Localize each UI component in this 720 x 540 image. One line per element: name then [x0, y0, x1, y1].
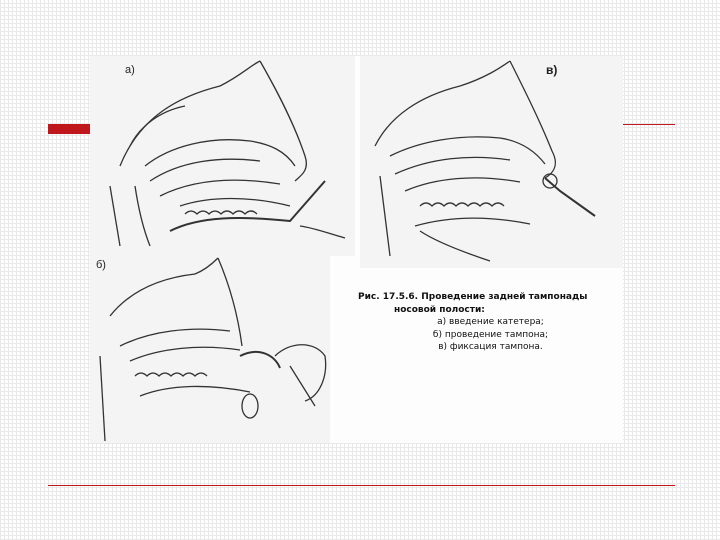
- panel-b-label: б): [96, 259, 106, 271]
- caption-subtitle: носовой полости:: [394, 304, 485, 315]
- panel-a-label: а): [125, 64, 135, 76]
- caption-item-a: а) введение катетера;: [437, 317, 544, 327]
- panel-b-illustration: [90, 256, 330, 443]
- caption-item-v: в) фиксация тампона.: [438, 342, 543, 352]
- panel-v-label: в): [546, 63, 558, 77]
- figure-drawing: [90, 56, 623, 443]
- panel-v-illustration: [360, 56, 623, 268]
- caption-title: Рис. 17.5.6. Проведение задней тампонады: [358, 292, 588, 302]
- caption-item-b: б) проведение тампона;: [432, 329, 549, 340]
- figure-caption: [358, 291, 623, 354]
- slide-accent-bar: [48, 124, 92, 134]
- medical-figure: [90, 56, 623, 443]
- slide-bottom-rule: [48, 485, 675, 486]
- panel-a-illustration: [90, 56, 355, 256]
